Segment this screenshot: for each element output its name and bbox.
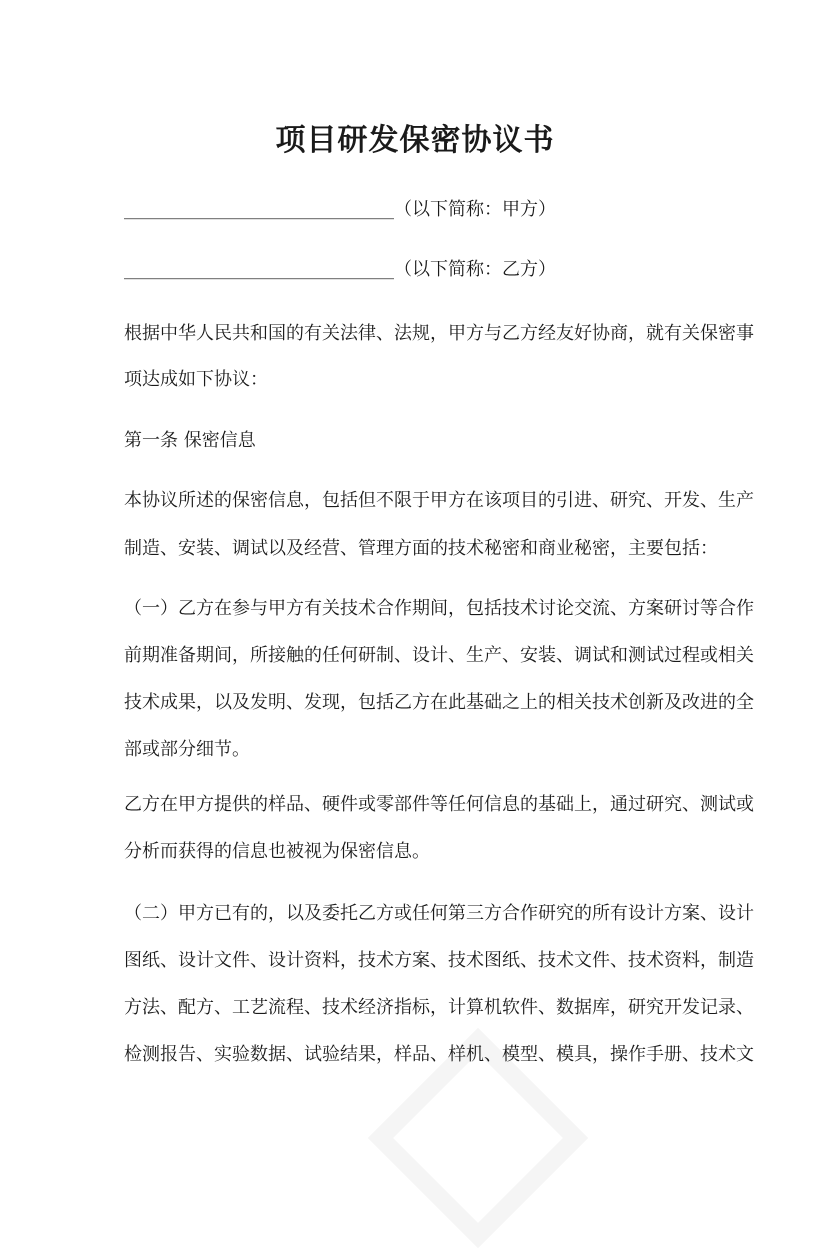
paragraph-line: 项达成如下协议：: [124, 369, 268, 390]
paragraph-line: 图纸、设计文件、设计资料，技术方案、技术图纸、技术文件、技术资料，制造: [124, 950, 754, 971]
paragraph-line: 本协议所述的保密信息，包括但不限于甲方在该项目的引进、研究、开发、生产: [124, 490, 754, 511]
document-title: 项目研发保密协议书: [275, 123, 555, 158]
paragraph-line: 方法、配方、工艺流程、技术经济指标，计算机软件、数据库，研究开发记录、: [124, 997, 754, 1018]
section-heading: 第一条 保密信息: [124, 430, 256, 451]
paragraph-line: 分析而获得的信息也被视为保密信息。: [124, 841, 430, 862]
paragraph-line: 前期准备期间，所接触的任何研制、设计、生产、安装、调试和测试过程或相关: [124, 645, 754, 666]
paragraph-line: 检测报告、实验数据、试验结果，样品、样机、模型、模具，操作手册、技术文: [124, 1044, 754, 1065]
paragraph-line: （二）甲方已有的，以及委托乙方或任何第三方合作研究的所有设计方案、设计: [124, 903, 754, 924]
party-a-line: ______________________________（以下简称：甲方）: [124, 199, 556, 220]
party-b-line: ______________________________（以下简称：乙方）: [124, 259, 556, 280]
paragraph-line: 技术成果，以及发明、发现，包括乙方在此基础之上的相关技术创新及改进的全: [124, 692, 754, 713]
paragraph-line: 部或部分细节。: [124, 739, 250, 760]
paragraph-line: 乙方在甲方提供的样品、硬件或零部件等任何信息的基础上，通过研究、测试或: [124, 794, 754, 815]
paragraph-line: （一）乙方在参与甲方有关技术合作期间，包括技术讨论交流、方案研讨等合作: [124, 598, 754, 619]
paragraph-line: 制造、安装、调试以及经营、管理方面的技术秘密和商业秘密，主要包括：: [124, 538, 718, 559]
paragraph-line: 根据中华人民共和国的有关法律、法规，甲方与乙方经友好协商，就有关保密事: [124, 323, 754, 344]
